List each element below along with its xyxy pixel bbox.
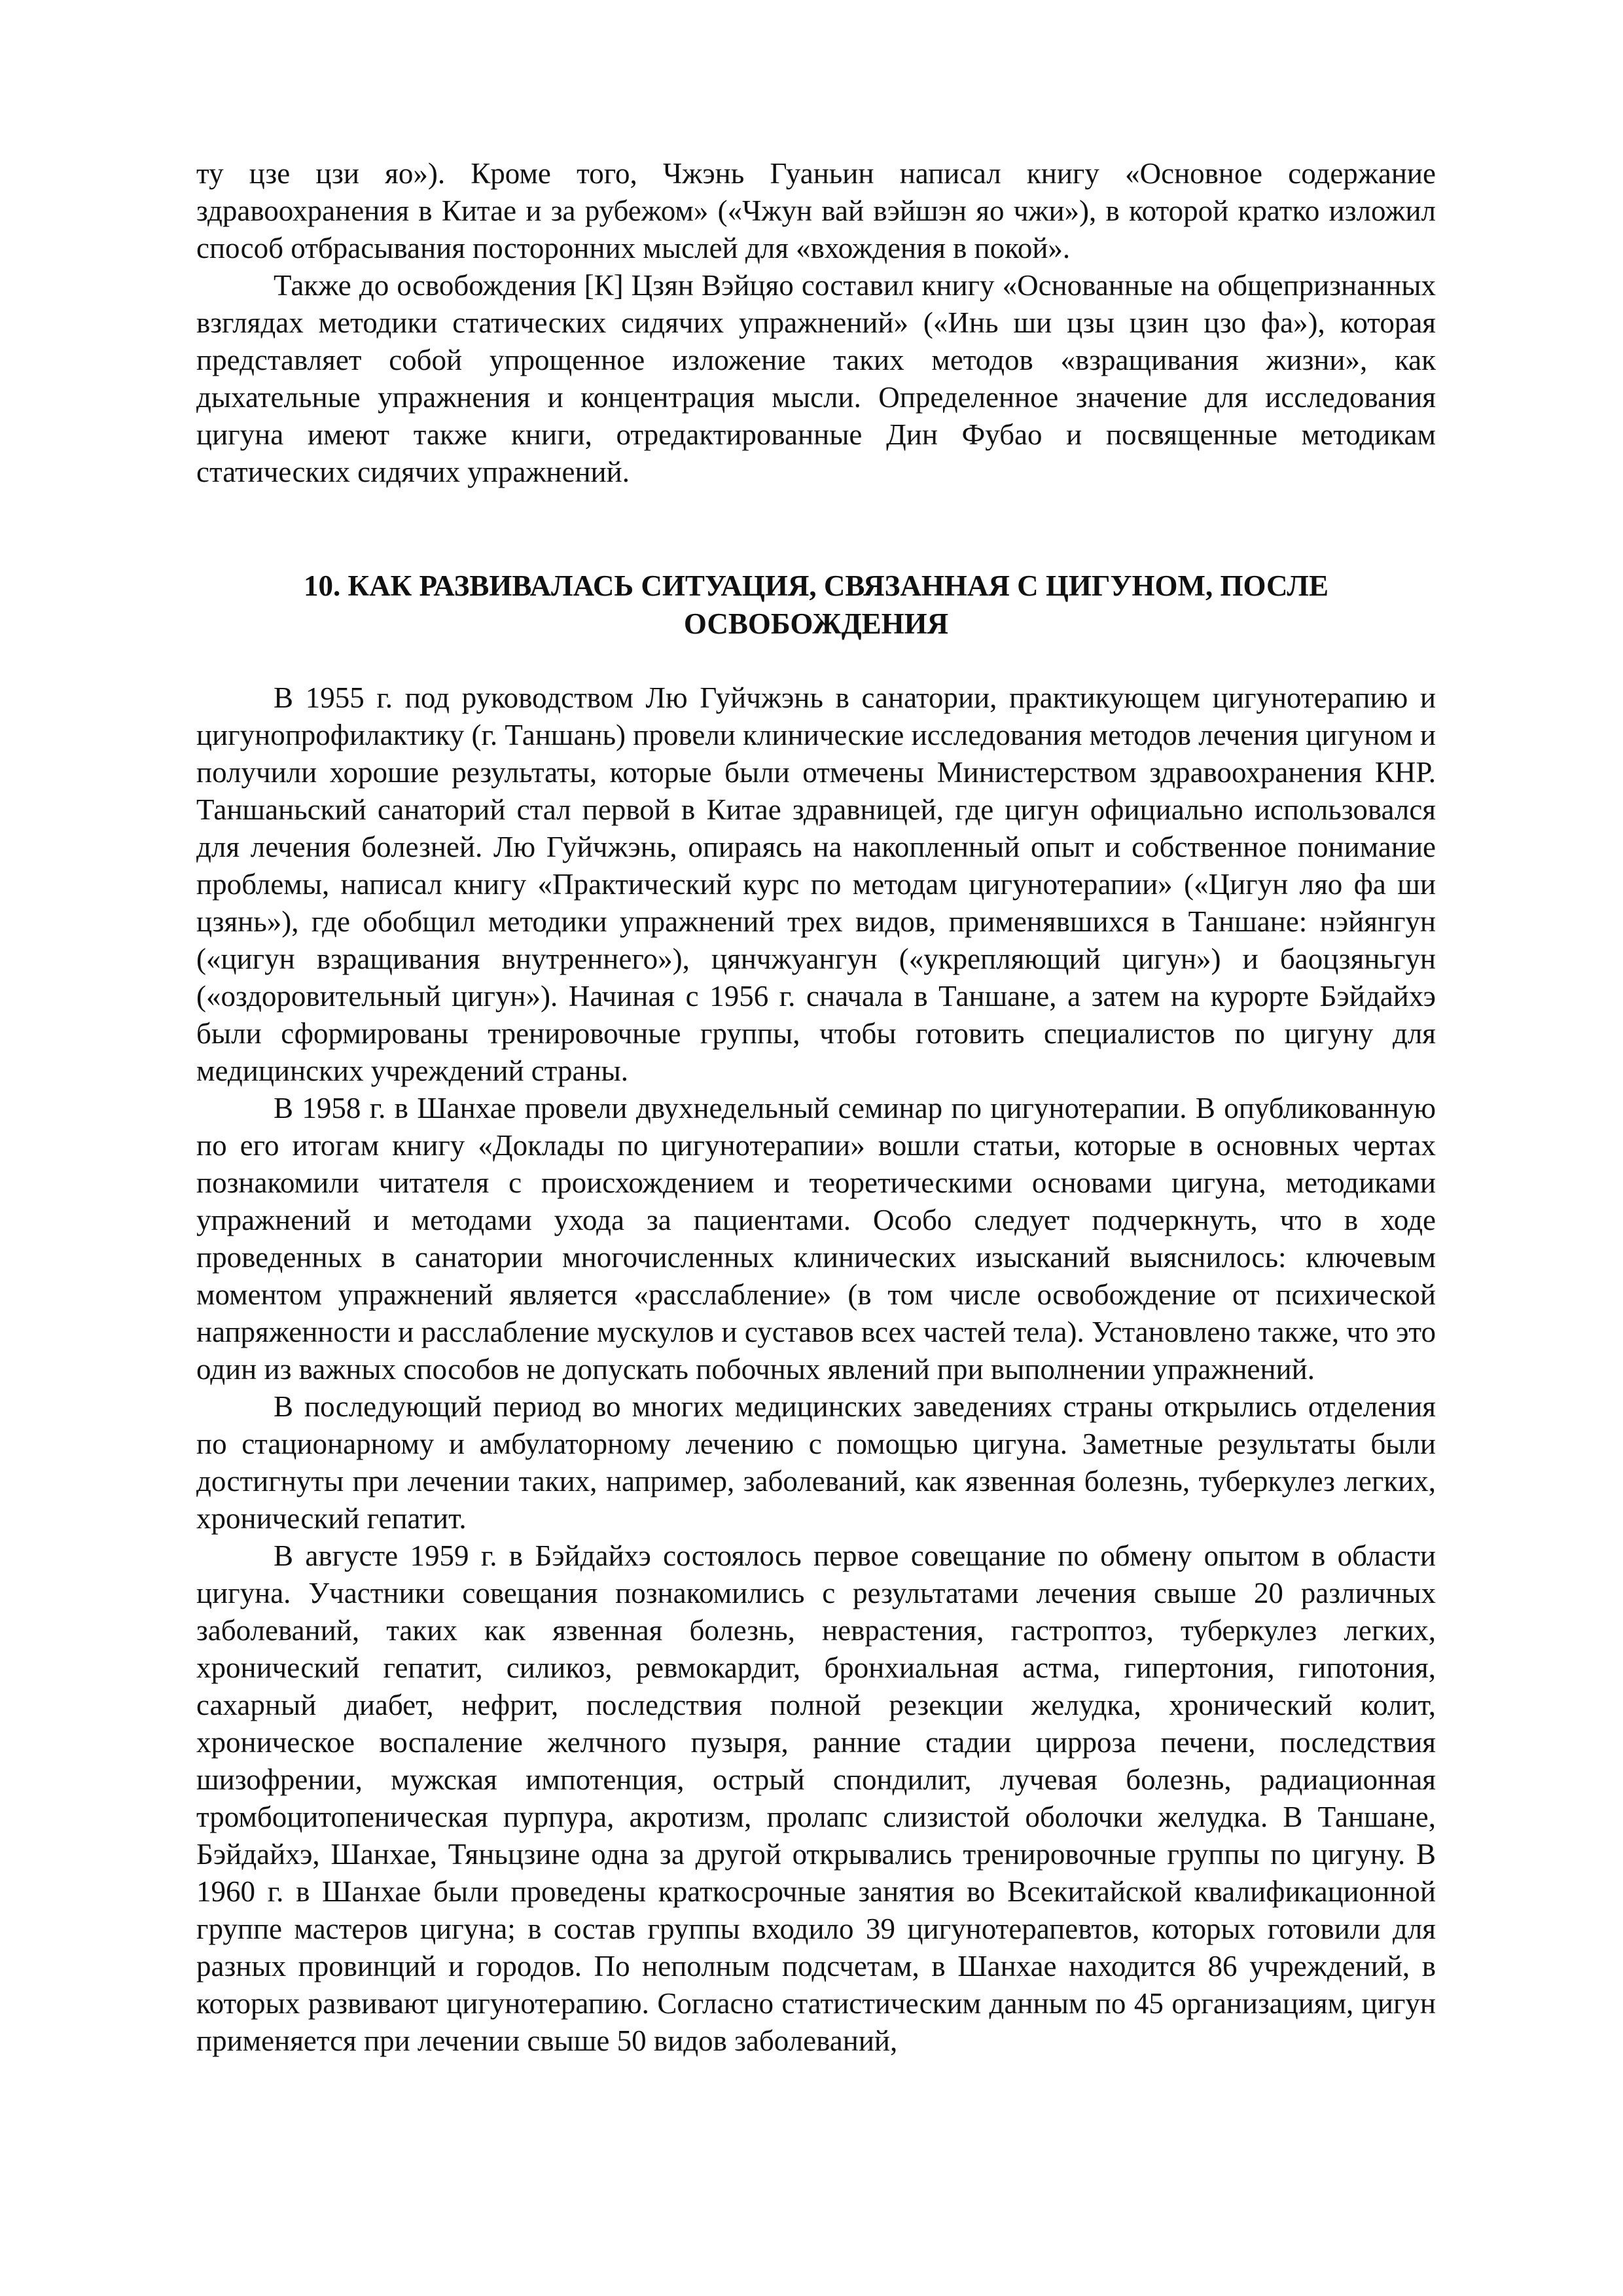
- section-heading: [196, 567, 1436, 643]
- paragraph: В 1955 г. под руководством Лю Гуйчжэнь в санатории, практикующем цигунотерапию и цигунопрофилактику (г. Таншань) провели клинические исследования методов лечения цигуном и получили хорошие результаты, которые были отмечены Министерством здравоохранения КНР. Таншаньский санаторий стал первой в Китае здравницей, где цигун официально использовался для лечения болезней. Лю Гуйчжэнь, опираясь на накопленный опыт и собственное понимание проблемы, написал книгу «Практический курс по методам цигунотерапии» («Цигун ляо фа ши цзянь»), где обобщил методики упражнений трех видов, применявшихся в Таншане: нэйянгун («цигун взращивания внутреннего»), цянчжуангун («укрепляющий цигун») и баоцзяньгун («оздоровительный цигун»). Начиная с 1956 г. сначала в Таншане, а затем на курорте Бэйдайхэ были сформированы тренировочные группы, чтобы готовить специалистов по цигуну для медицинских учреждений страны.: [196, 681, 1436, 1087]
- intro-text-block: [196, 155, 1436, 491]
- paragraph: В последующий период во многих медицинских заведениях страны открылись отделения по стационарному и амбулаторному лечению с помощью цигуна. Заметные результаты были достигнуты при лечении таких, например, заболеваний, как язвенная болезнь, туберкулез легких, хронический гепатит.: [196, 1390, 1436, 1535]
- section-heading-line-1: 10. КАК РАЗВИВАЛАСЬ СИТУАЦИЯ, СВЯЗАННАЯ С ЦИГУНОМ, ПОСЛЕ: [304, 569, 1329, 602]
- section-body-text-block: [196, 679, 1436, 2060]
- paragraph: В августе 1959 г. в Бэйдайхэ состоялось первое совещание по обмену опытом в области цигуна. Участники совещания познакомились с результатами лечения свыше 20 различных заболеваний, таких как язвенная болезнь, неврастения, гастроптоз, туберкулез легких, хронический гепатит, силикоз, ревмокардит, бронхиальная астма, гипертония, гипотония, сахарный диабет, нефрит, последствия полной резекции желудка, хронический колит, хроническое воспаление желчного пузыря, ранние стадии цирроза печени, последствия шизофрении, мужская импотенция, острый спондилит, лучевая болезнь, радиационная тромбоцитопеническая пурпура, акротизм, пролапс слизистой оболочки желудка. В Таншане, Бэйдайхэ, Шанхае, Тяньцзине одна за другой открывались тренировочные группы по цигуну. В 1960 г. в Шанхае были проведены краткосрочные занятия во Всекитайской квалификационной группе мастеров цигуна; в состав группы входило 39 цигунотерапевтов, которых готовили для разных провинций и городов. По неполным подсчетам, в Шанхае находится 86 учреждений, в которых развивают цигунотерапию. Согласно статистическим данным по 45 организациям, цигун применяется при лечении свыше 50 видов заболеваний,: [196, 1539, 1436, 2057]
- paragraph: Также до освобождения [К] Цзян Вэйцяо составил книгу «Основанные на общепризнанных взглядах методики статических сидячих упражнений» («Инь ши цзы цзин цзо фа»), которая представляет собой упрощенное изложение таких методов «взращивания жизни», как дыхательные упражнения и концентрация мысли. Определенное значение для исследования цигуна имеют также книги, отредактированные Дин Фубао и посвященные методикам статических сидячих упражнений.: [196, 269, 1436, 488]
- paragraph: В 1958 г. в Шанхае провели двухнедельный семинар по цигунотерапии. В опубликованную по его итогам книгу «Доклады по цигунотерапии» вошли статьи, которые в основных чертах познакомили читателя с происхождением и теоретическими основами цигуна, методиками упражнений и методами ухода за пациентами. Особо следует подчеркнуть, что в ходе проведенных в санатории многочисленных клинических изысканий выяснилось: ключевым моментом упражнений является «расслабление» (в том числе освобождение от психической напряженности и расслабление мускулов и суставов всех частей тела). Установлено также, что это один из важных способов не допускать побочных явлений при выполнении упражнений.: [196, 1092, 1436, 1386]
- section-heading-line-2: ОСВОБОЖДЕНИЯ: [683, 607, 949, 640]
- paragraph: ту цзе цзи яо»). Кроме того, Чжэнь Гуаньин написал книгу «Основное содержание здравоохранения в Китае и за рубежом» («Чжун вай вэйшэн яо чжи»), в которой кратко изложил способ отбрасывания посторонних мыслей для «вхождения в покой».: [196, 157, 1436, 264]
